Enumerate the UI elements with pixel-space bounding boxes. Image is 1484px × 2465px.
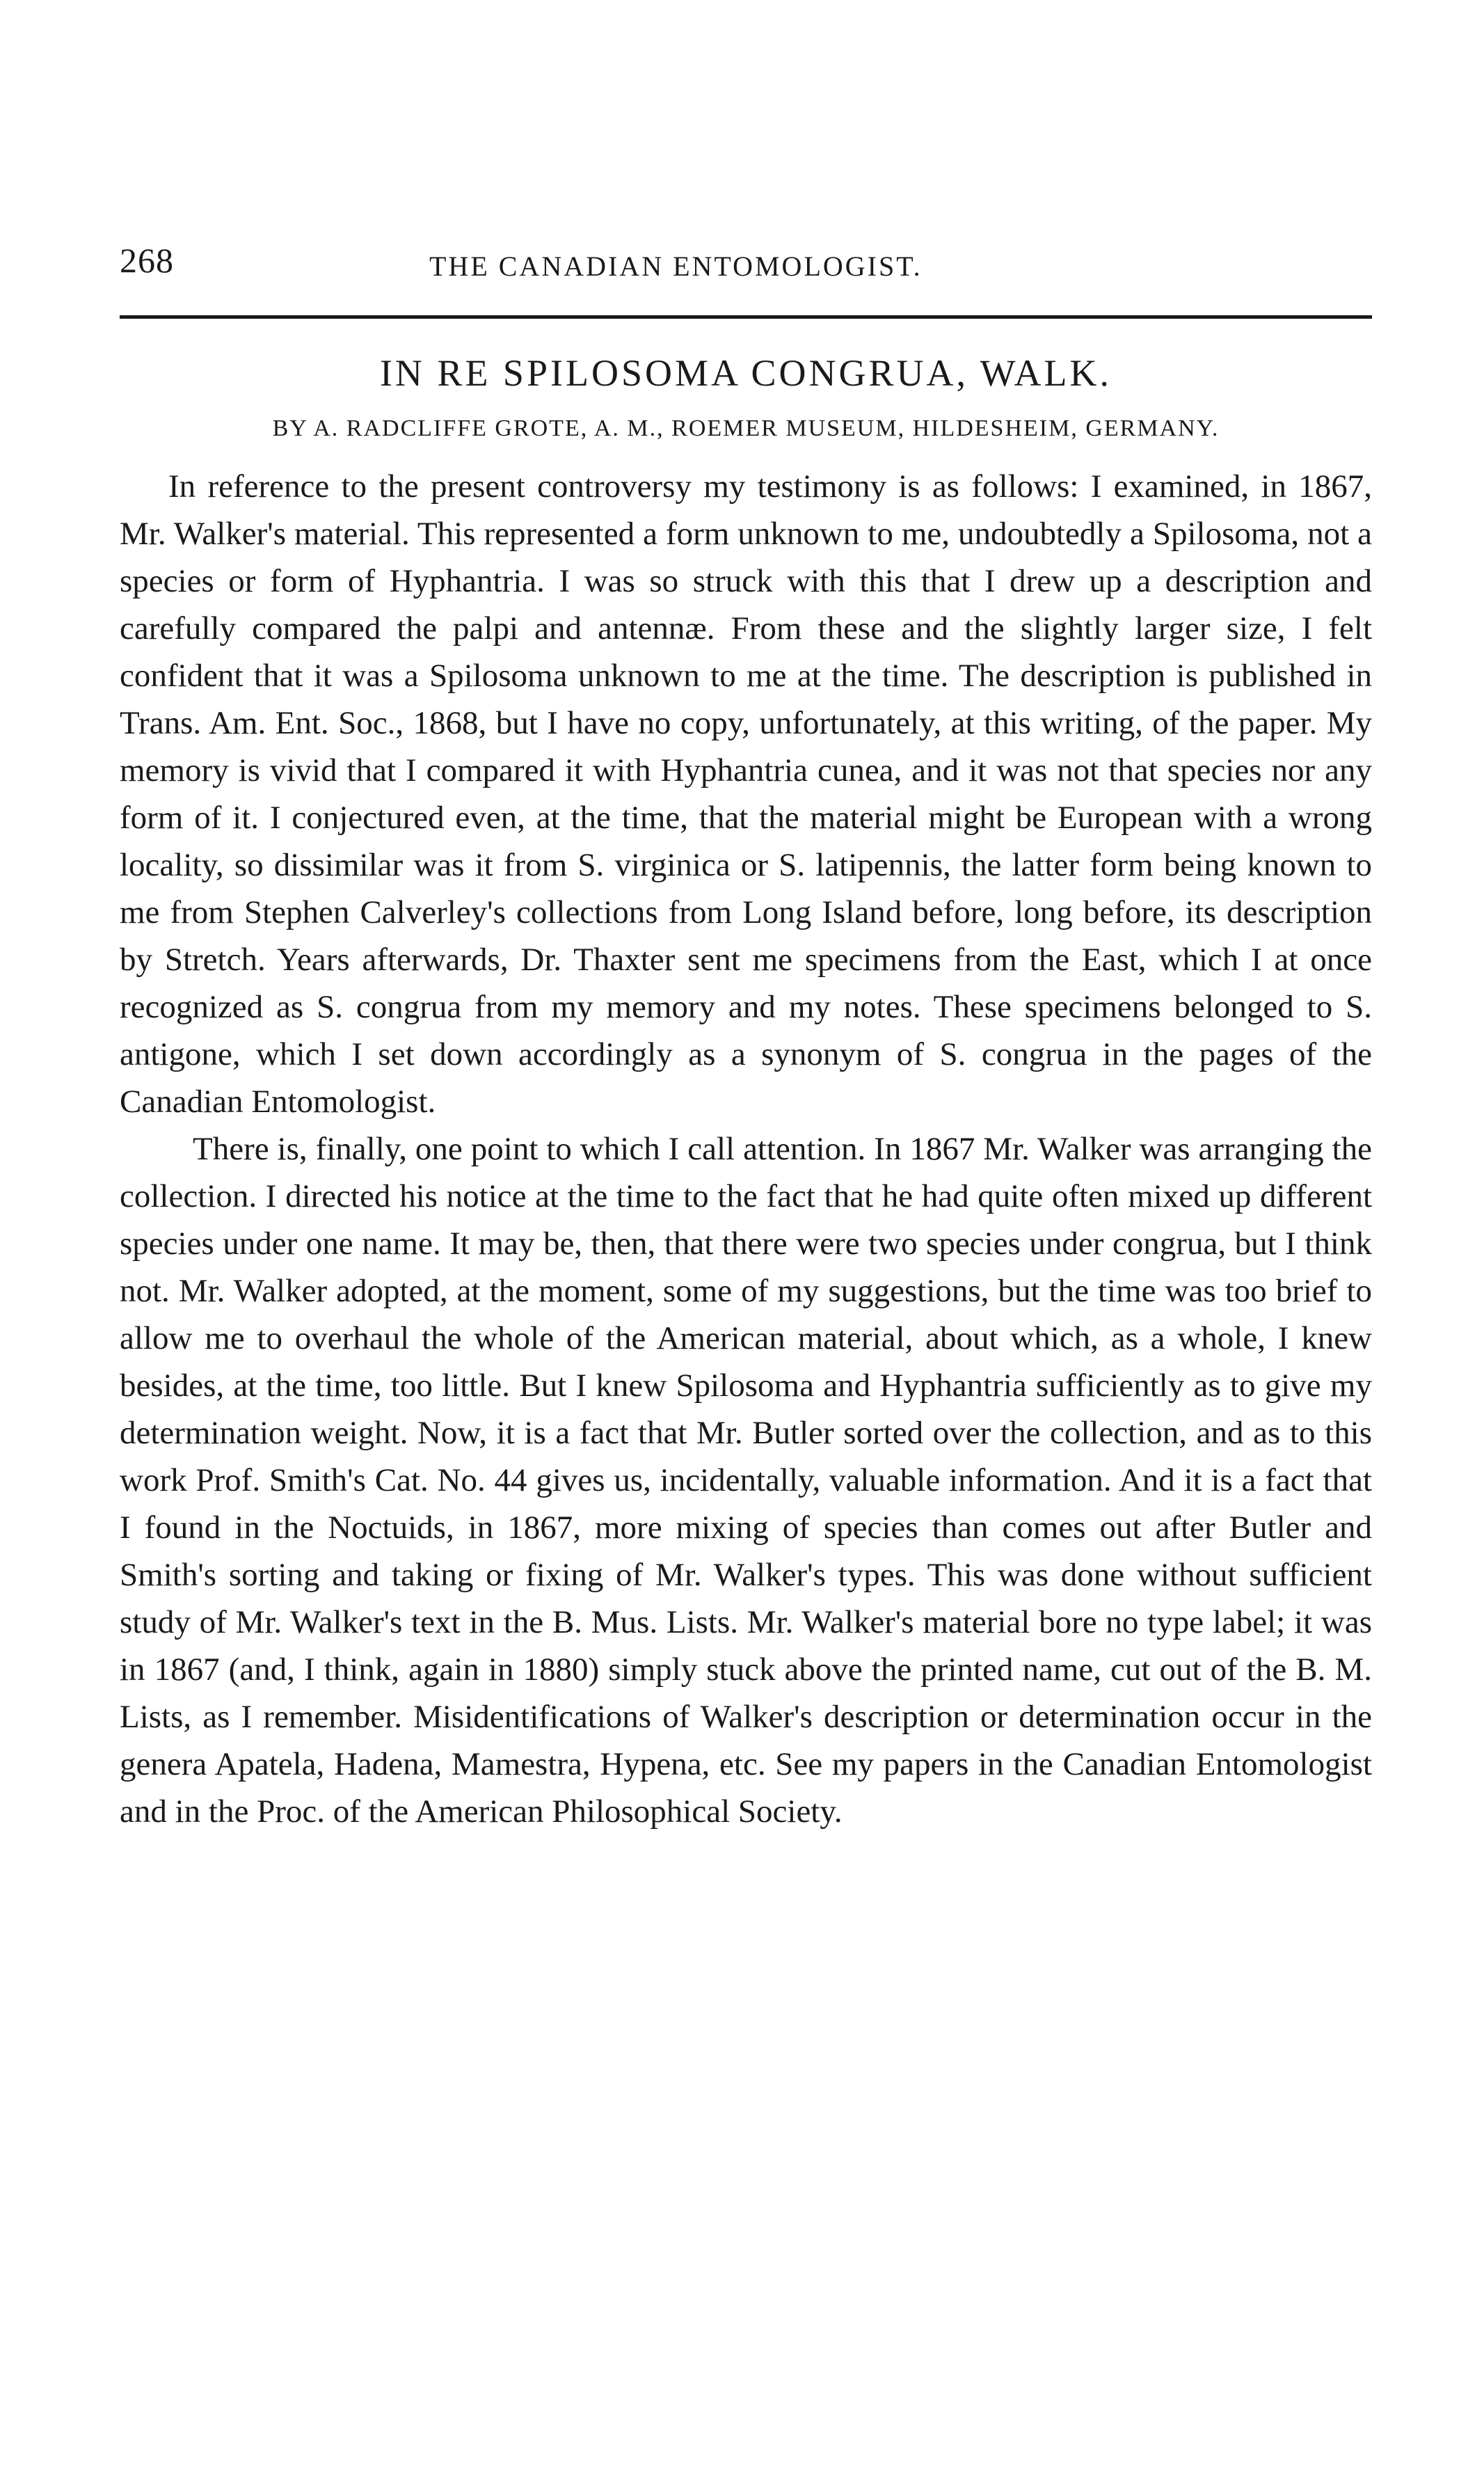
article-title: IN RE SPILOSOMA CONGRUA, WALK.	[379, 352, 1112, 394]
paragraph: There is, finally, one point to which I call attention. In 1867 Mr. Walker was arranging the collection. I directed his notice at the time to the fact that he had quite often mixed up different species under one name. It may be, then, that there were two species under congrua, but I think not. Mr. Walker adopted, at the moment, some of my suggestions, but the time was too brief to allow me to overhaul the whole of the American material, about which, as a whole, I knew besides, at the time, too little. But I knew Spilosoma and Hyphantria sufficiently as to give my determination weight. Now, it is a fact that Mr. Butler sorted over the collection, and as to this work Prof. Smith's Cat. No. 44 gives us, incidentally, valuable information. And it is a fact that I found in the Noctuids, in 1867, more mixing of species than comes out after Butler and Smith's sorting and taking or fixing of Mr. Walker's types. This was done without sufficient study of Mr. Walker's text in the B. Mus. Lists. Mr. Walker's material bore no type label; it was in 1867 (and, I think, again in 1880) simply stuck above the printed name, cut out of the B. M. Lists, as I remember. Misidentifications of Walker's description or determination occur in the genera Apatela, Hadena, Mamestra, Hypena, etc. See my papers in the Canadian Entomologist and in the Proc. of the American Philosophical Society.	[120, 1131, 1372, 1830]
running-head: THE CANADIAN ENTOMOLOGIST.	[429, 251, 923, 282]
page	[120, 240, 1372, 1830]
header-rule	[120, 315, 1372, 319]
article-byline: BY A. RADCLIFFE GROTE, A. M., ROEMER MUSEUM, HILDESHEIM, GERMANY.	[272, 415, 1220, 441]
article-body	[120, 463, 1372, 1835]
page-header	[120, 240, 1372, 296]
page-number: 268	[120, 241, 174, 280]
paragraph: In reference to the present controversy my testimony is as follows: I examined, in 1867, Mr. Walker's material. This represented a form unknown to me, undoubtedly a Spilosoma, not a species or form of Hyphantria. I was so struck with this that I drew up a description and carefully compared the palpi and antennæ. From these and the slightly larger size, I felt confident that it was a Spilosoma unknown to me at the time. The description is published in Trans. Am. Ent. Soc., 1868, but I have no copy, unfortunately, at this writing, of the paper. My memory is vivid that I compared it with Hyphantria cunea, and it was not that species nor any form of it. I conjectured even, at the time, that the material might be European with a wrong locality, so dissimilar was it from S. virginica or S. latipennis, the latter form being known to me from Stephen Calverley's collections from Long Island before, long before, its description by Stretch. Years afterwards, Dr. Thaxter sent me specimens from the East, which I at once recognized as S. congrua from my memory and my notes. These specimens belonged to S. antigone, which I set down accordingly as a synonym of S. congrua in the pages of the Canadian Entomologist.	[120, 468, 1372, 1120]
